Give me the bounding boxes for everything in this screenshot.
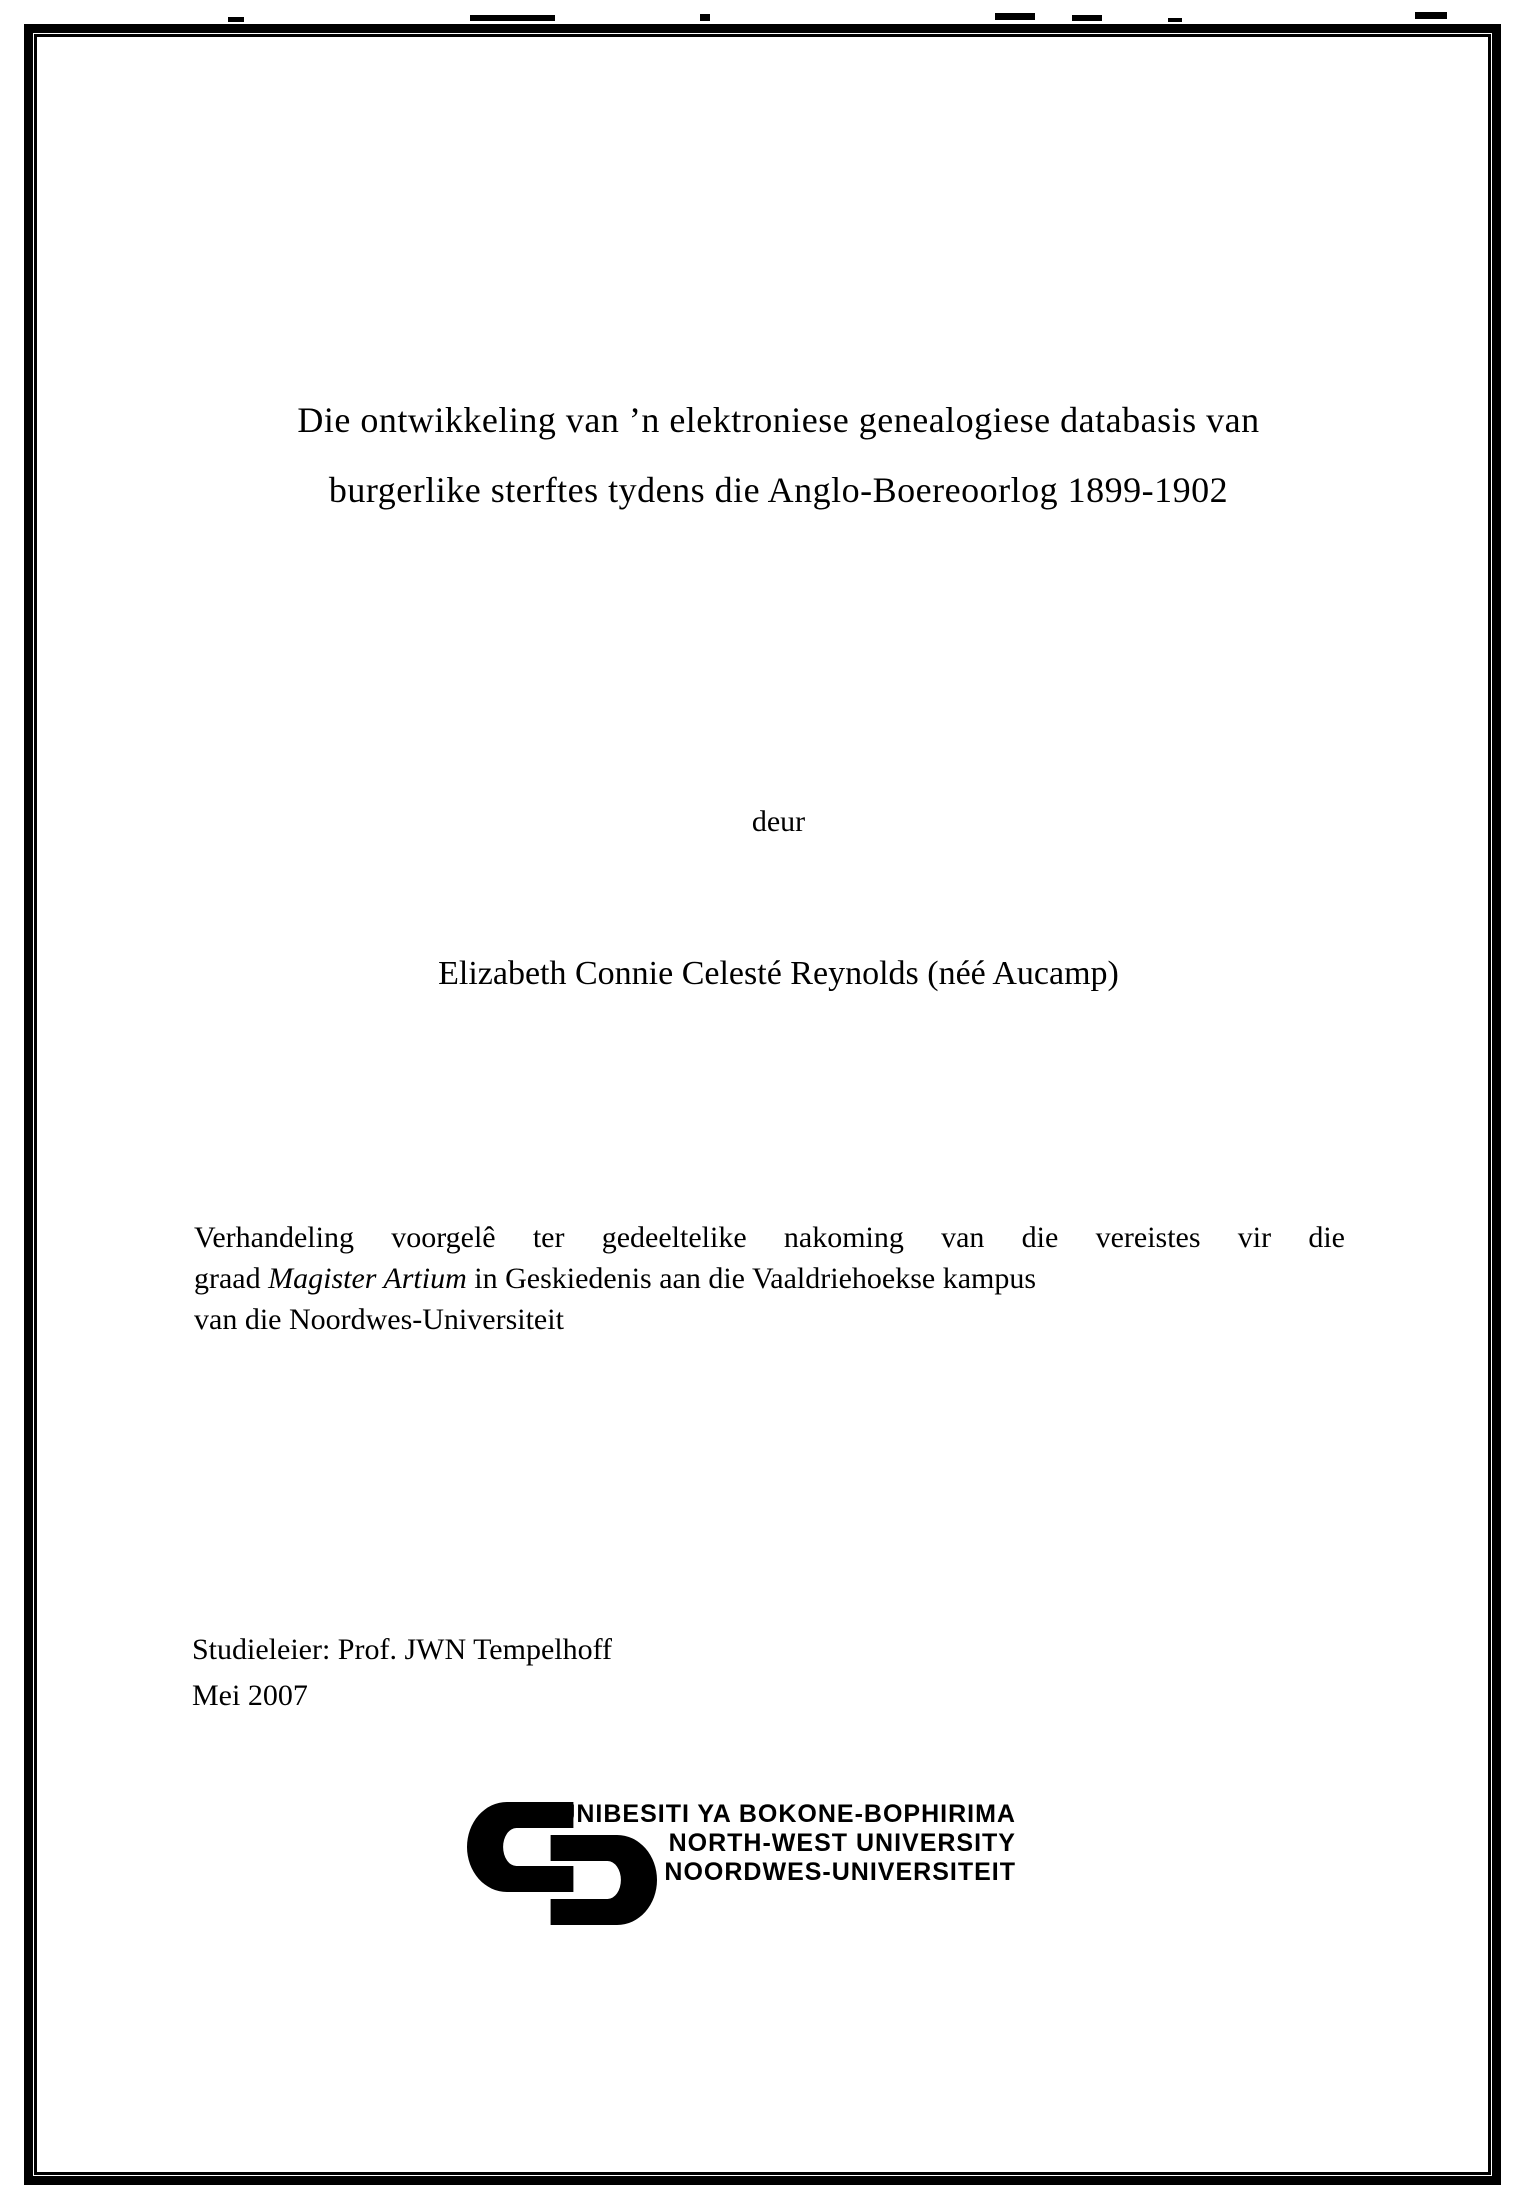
- degree-statement-line2: [194, 1258, 1345, 1299]
- author-name: Elizabeth Connie Celesté Reynolds (néé Aucamp): [438, 955, 1119, 992]
- scan-artifact: [995, 13, 1035, 20]
- scan-artifact: [700, 14, 710, 21]
- supervisor-line: Studieleier: Prof. JWN Tempelhoff: [192, 1633, 613, 1666]
- scan-artifact: [1415, 12, 1447, 19]
- supervisor-block: [192, 1627, 612, 1719]
- degree-statement-line2-prefix: graad: [194, 1262, 269, 1295]
- degree-statement-line3: van die Noordwes-Universiteit: [194, 1303, 564, 1336]
- degree-statement-line2-suffix: in Geskiedenis aan die Vaaldriehoekse kampus: [466, 1262, 1037, 1295]
- byline-label: deur: [751, 805, 806, 838]
- thesis-title: [30, 385, 1527, 525]
- date-line: Mei 2007: [192, 1679, 308, 1712]
- thesis-title-line2: burgerlike sterftes tydens die Anglo-Boereoorlog 1899-1902: [328, 470, 1229, 510]
- scan-artifact: [470, 15, 555, 21]
- degree-statement-line1: Verhandeling voorgelê ter gedeeltelike nakoming van die vereistes vir die: [194, 1221, 1345, 1254]
- scan-artifact: [1168, 18, 1182, 22]
- nwu-logo-line-afrikaans: NOORDWES-UNIVERSITEIT: [664, 1858, 1016, 1886]
- nwu-logo-line-english: NORTH-WEST UNIVERSITY: [668, 1829, 1016, 1857]
- nwu-logo-wordmark: [540, 1800, 1016, 1887]
- degree-statement: [194, 1217, 1345, 1340]
- nwu-logo-line-setswana: YUNIBESITI YA BOKONE-BOPHIRIMA: [539, 1800, 1016, 1828]
- scan-artifact: [1072, 15, 1102, 21]
- scan-artifact: [228, 17, 244, 22]
- degree-name-italic: Magister Artium: [268, 1262, 467, 1295]
- thesis-title-line1: Die ontwikkeling van ’n elektroniese genealogiese databasis van: [297, 400, 1260, 440]
